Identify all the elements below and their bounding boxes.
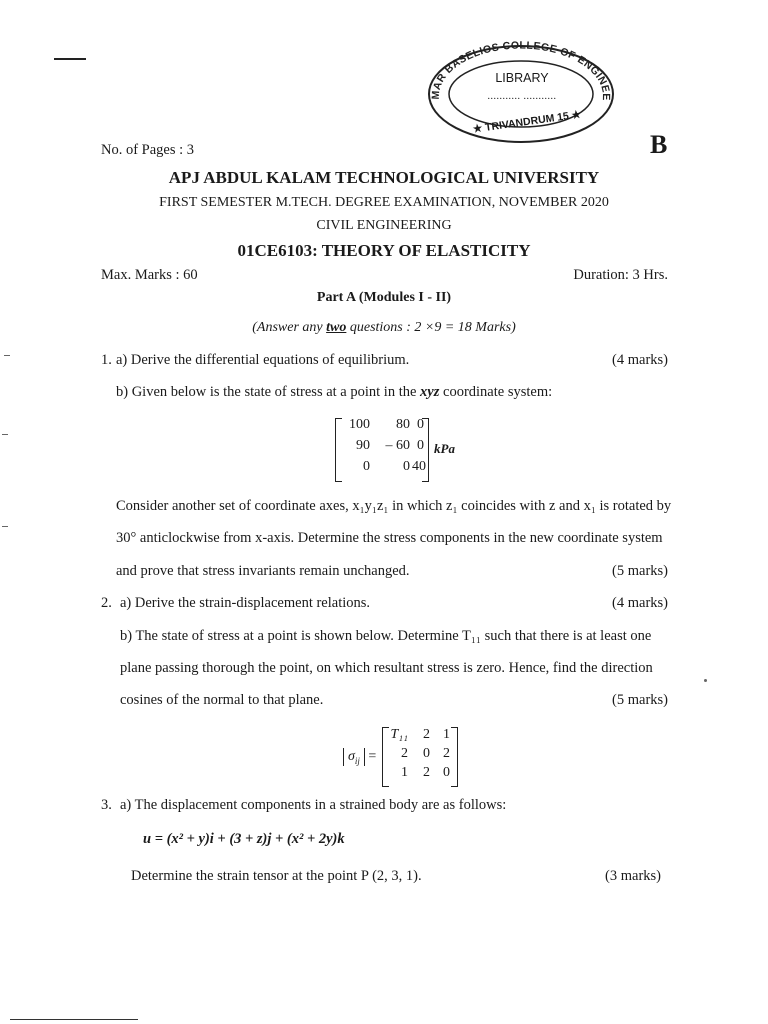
q1b-xyz: xyz [420,384,440,400]
q2b-marks: (5 marks) [612,692,668,708]
q1b-marks: (5 marks) [612,563,668,579]
matrix-cell: 0 [443,765,450,780]
q1b-pre: b) Given below is the state of stress at a point in the [116,384,421,400]
branch-title: CIVIL ENGINEERING [316,218,452,233]
matrix-cell: 2 [401,746,408,761]
q3a-determine: Determine the strain tensor at the point P (2, 3, 1). [131,868,422,884]
matrix-cell: 1 [443,727,450,742]
part-a-instructions [0,320,768,336]
q2a-text: a) Derive the strain-displacement relations. [120,595,371,611]
library-stamp [420,38,620,146]
q1b-text [116,384,552,401]
displacement-equation: u = (x² + y)i + (3 + z)j + (x² + 2y)k [143,831,345,847]
stamp-dots: ........... ........... [487,91,557,102]
sigma-sub: ij [354,755,360,766]
matrix-cell: 0 [403,459,410,474]
matrix-cell: 90 [356,438,370,453]
q3a-marks: (3 marks) [605,868,661,884]
page-count: No. of Pages : 3 [101,142,195,158]
margin-tick [2,526,8,527]
matrix-cell: 2 [423,727,430,742]
q1b-para-1: Consider another set of coordinate axes, x₁y₁z₁ in which z₁ coincides with z and x₁ is rotated by [116,498,672,514]
stress-unit: kPa [434,441,455,456]
q1b-para-2: 30° anticlockwise from x-axis. Determine the stress components in the new coordinate system [116,530,663,546]
matrix-cell: 0 [363,459,370,474]
stamp-library-label: LIBRARY [495,71,549,85]
equals-sign: = [368,749,377,764]
stamp-star: ★ [472,122,484,136]
q2b-line-1: b) The state of stress at a point is shown below. Determine T₁₁ such that there is at least one [120,628,652,644]
q1a-marks: (4 marks) [612,352,668,368]
margin-dot [704,679,707,682]
q2b-line-2: plane passing thorough the point, on which resultant stress is zero. Hence, find the direction [120,660,653,676]
q2b-line-3: cosines of the normal to that plane. [120,692,324,708]
q3-number: 3. [101,797,112,813]
stress-matrix-1 [340,417,426,475]
course-title: 01CE6103: THEORY OF ELASTICITY [237,241,531,260]
exam-title: FIRST SEMESTER M.TECH. DEGREE EXAMINATION, NOVEMBER 2020 [159,195,609,210]
matrix2-right-bracket [451,727,458,787]
matrix-cell: 80 [396,417,410,432]
matrix-cell: 1 [401,765,408,780]
duration: Duration: 3 Hrs. [573,267,668,283]
stamp-star: ★ [570,108,582,122]
q1-number: 1. [101,352,112,368]
stress-matrix-2 [386,727,452,781]
version-letter: B [650,130,668,159]
matrix-cell: 2 [443,746,450,761]
instr-post: questions : 2 ×9 = 18 Marks) [346,320,516,335]
matrix-cell: 0 [417,438,424,453]
matrix-cell: T₁₁ [390,727,408,742]
q3a-text: a) The displacement components in a strained body are as follows: [120,797,507,813]
matrix-cell: – 60 [385,438,410,453]
q1b-post: coordinate system: [439,384,553,400]
sigma-symbol [343,748,376,766]
instr-two: two [326,320,347,335]
q2-number: 2. [101,595,112,611]
margin-dash [54,58,86,60]
matrix-cell: 100 [349,417,370,432]
stamp-trivandrum: TRIVANDRUM 15 [484,110,570,134]
max-marks: Max. Marks : 60 [101,267,198,283]
q1a-text: a) Derive the differential equations of equilibrium. [116,352,410,368]
matrix-cell: 2 [423,765,430,780]
svg-text:MAR BASELIOS COLLEGE OF ENGINE: MAR BASELIOS COLLEGE OF ENGINEE [429,39,613,101]
q2a-marks: (4 marks) [612,595,668,611]
matrix-cell: 0 [423,746,430,761]
margin-tick [4,355,10,356]
university-title: APJ ABDUL KALAM TECHNOLOGICAL UNIVERSITY [168,168,600,187]
q1b-para-3: and prove that stress invariants remain unchanged. [116,563,410,579]
margin-tick [2,434,8,435]
matrix-cell: 40 [412,459,426,474]
footer-rule [10,1019,138,1020]
instr-pre: (Answer any [252,320,327,335]
part-a-title: Part A (Modules I - II) [316,290,452,305]
matrix-cell: 0 [417,417,424,432]
sigma-char: σ [348,749,355,764]
